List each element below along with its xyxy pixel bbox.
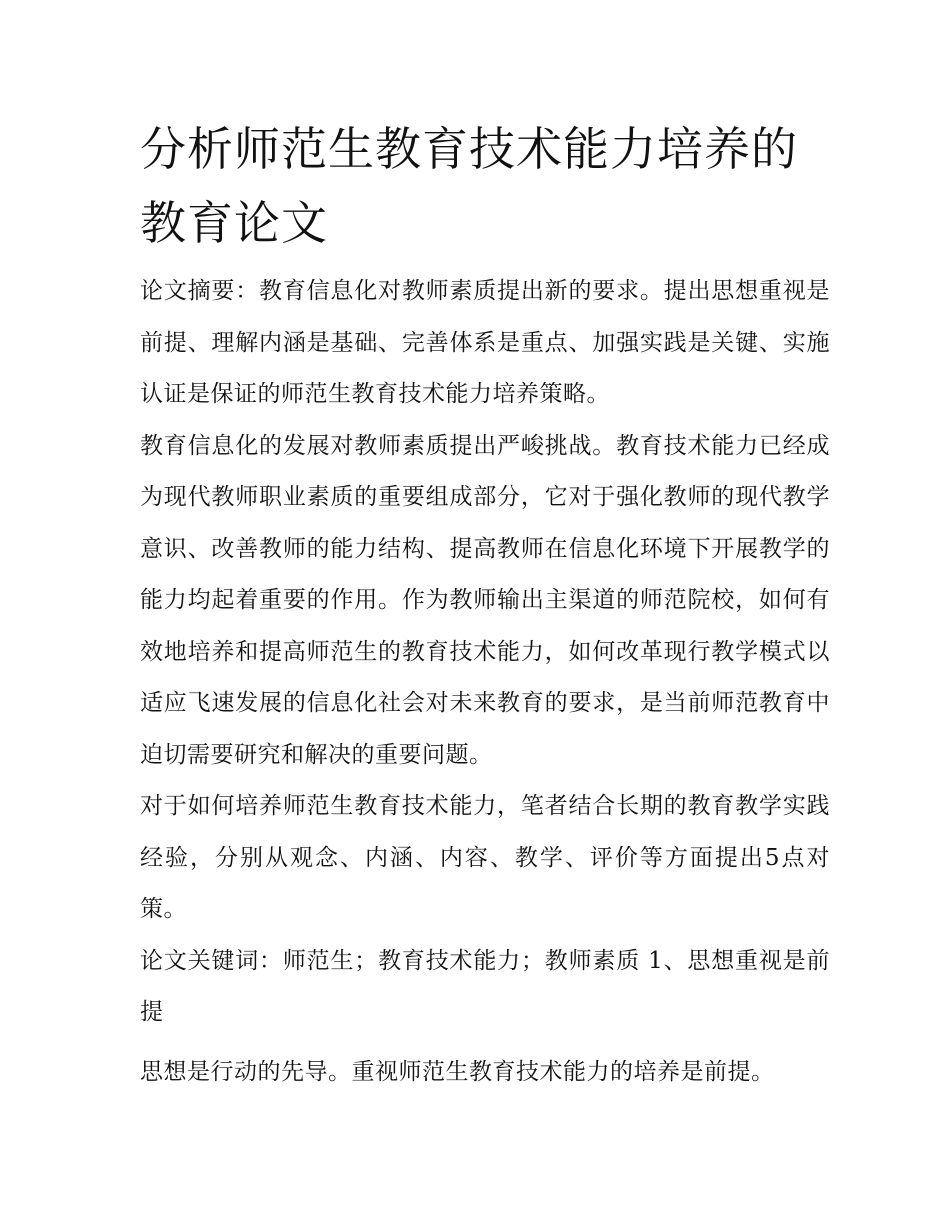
intro-paragraph: 教育信息化的发展对教师素质提出严峻挑战。教育技术能力已经成为现代教师职业素质的重要组成部分，它对于强化教师的现代教学意识、改善教师的能力结构、提高教师在信息化环境下开展教学的能力均起着重要的作用。作为教师输出主渠道的师范院校，如何有效地培养和提高师范生的教育技术能力，如何改革现行教学模式以适应飞速发展的信息化社会对未来教育的要求，是当前师范教育中迫切需要研究和解决的重要问题。 xyxy=(140,432,830,768)
body-paragraph: 思想是行动的先导。重视师范生教育技术能力的培养是前提。 xyxy=(140,1058,775,1085)
abstract-paragraph: 论文摘要：教育信息化对教师素质提出新的要求。提出思想重视是前提、理解内涵是基础、完善体系是重点、加强实践是关键、实施认证是保证的师范生教育技术能力培养策略。 xyxy=(140,278,830,407)
keywords-paragraph: 论文关键词：师范生；教育技术能力；教师素质 1、思想重视是前提 xyxy=(140,947,830,1025)
document-body xyxy=(140,112,830,1098)
document-title: 分析师范生教育技术能力培养的教育论文 xyxy=(140,122,798,250)
strategy-paragraph: 对于如何培养师范生教育技术能力，笔者结合长期的教育教学实践经验，分别从观念、内涵、内容、教学、评价等方面提出5点对策。 xyxy=(140,793,830,922)
